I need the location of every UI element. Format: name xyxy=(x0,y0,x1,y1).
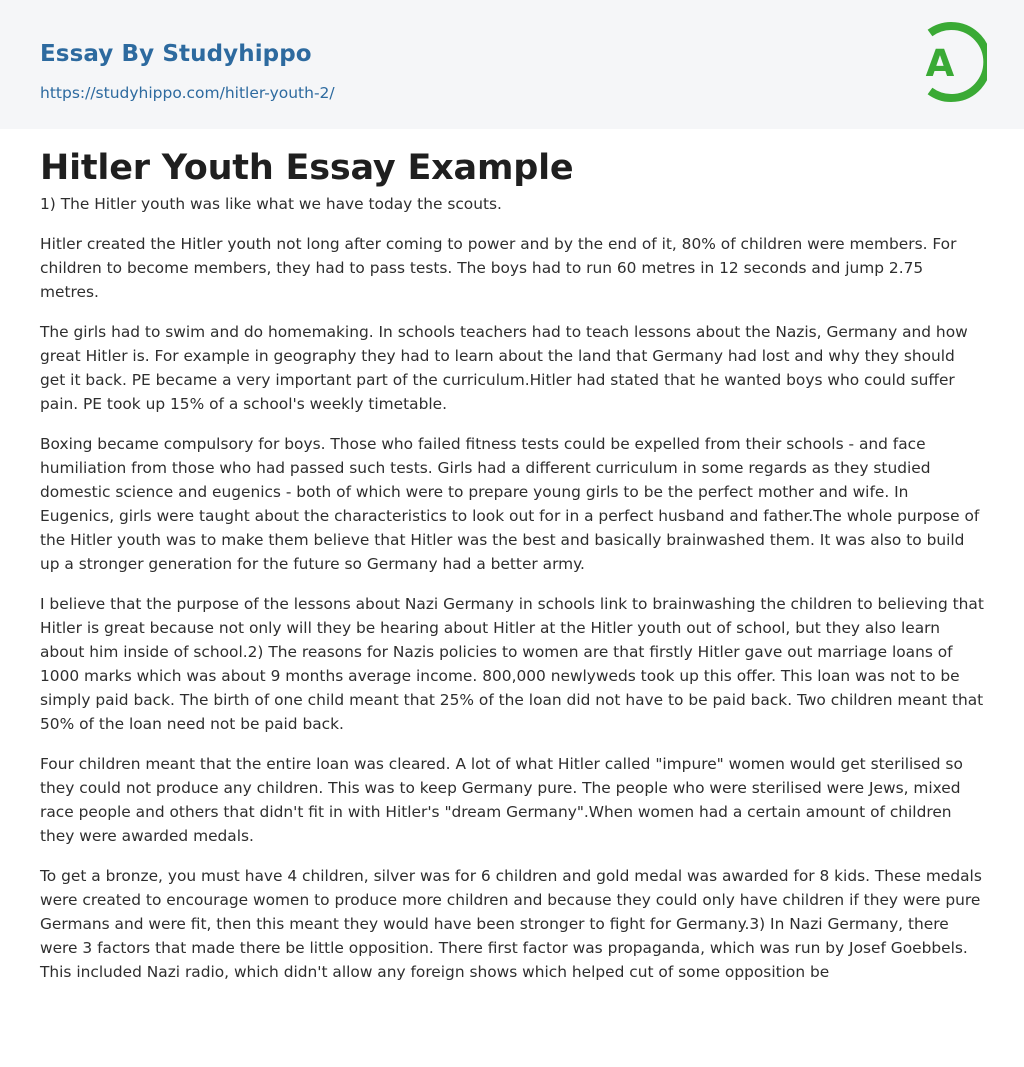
essay-paragraph: I believe that the purpose of the lessons about Nazi Germany in schools link to brainwashing the children to believing that Hitler is great because not only will they be hearing about Hitler at the Hitler youth out of school, but they also learn about him inside of school.2) The reasons for Nazis policies to women are that firstly Hitler gave out marriage loans of 1000 marks which was about 9 months average income. 800,000 newlyweds took up this offer. This loan was not to be simply paid back. The birth of one child meant that 25% of the loan did not have to be paid back. Two children meant that 50% of the loan need not be paid back. xyxy=(40,595,984,733)
essay-content xyxy=(0,129,1024,984)
essay-paragraph: Boxing became compulsory for boys. Those who failed fitness tests could be expelled from their schools - and face humiliation from those who had passed such tests. Girls had a different curriculum in some regards as they studied domestic science and eugenics - both of which were to prepare young girls to be the perfect mother and wife. In Eugenics, girls were taught about the characteristics to look out for in a perfect husband and father.The whole purpose of the Hitler youth was to make them believe that Hitler was the best and basically brainwashed them. It was also to build up a stronger generation for the future so Germany had a better army. xyxy=(40,435,980,573)
essay-paragraph: The girls had to swim and do homemaking. In schools teachers had to teach lessons about the Nazis, Germany and how great Hitler is. For example in geography they had to learn about the land that Germany had lost and why they should get it back. PE became a very important part of the curriculum.Hitler had stated that he wanted boys who could suffer pain. PE took up 15% of a school's weekly timetable. xyxy=(40,323,968,413)
site-title[interactable]: Essay By Studyhippo xyxy=(40,41,312,67)
site-header xyxy=(0,0,1024,129)
essay-paragraph: 1) The Hitler youth was like what we have today the scouts. xyxy=(40,195,502,213)
studyhippo-logo-icon[interactable] xyxy=(911,18,987,106)
essay-paragraph: To get a bronze, you must have 4 children, silver was for 6 children and gold medal was awarded for 8 kids. These medals were created to encourage women to produce more children and because they could only have children if they were pure Germans and were fit, then this meant they would have been stronger to fight for Germany.3) In Nazi Germany, there were 3 factors that made there be little opposition. There first factor was propaganda, which was run by Josef Goebbels. This included Nazi radio, which didn't allow any foreign shows which helped cut of some opposition be xyxy=(40,867,982,981)
essay-title: Hitler Youth Essay Example xyxy=(40,148,574,188)
source-url-link[interactable]: https://studyhippo.com/hitler-youth-2/ xyxy=(40,84,335,102)
essay-paragraph: Four children meant that the entire loan was cleared. A lot of what Hitler called "impure" women would get sterilised so they could not produce any children. This was to keep Germany pure. The people who were sterilised were Jews, mixed race people and others that didn't fit in with Hitler's "dream Germany".When women had a certain amount of children they were awarded medals. xyxy=(40,755,963,845)
essay-paragraph: Hitler created the Hitler youth not long after coming to power and by the end of it, 80% of children were members. For children to become members, they had to pass tests. The boys had to run 60 metres in 12 seconds and jump 2.75 metres. xyxy=(40,235,957,301)
logo-letter: A xyxy=(925,42,955,85)
